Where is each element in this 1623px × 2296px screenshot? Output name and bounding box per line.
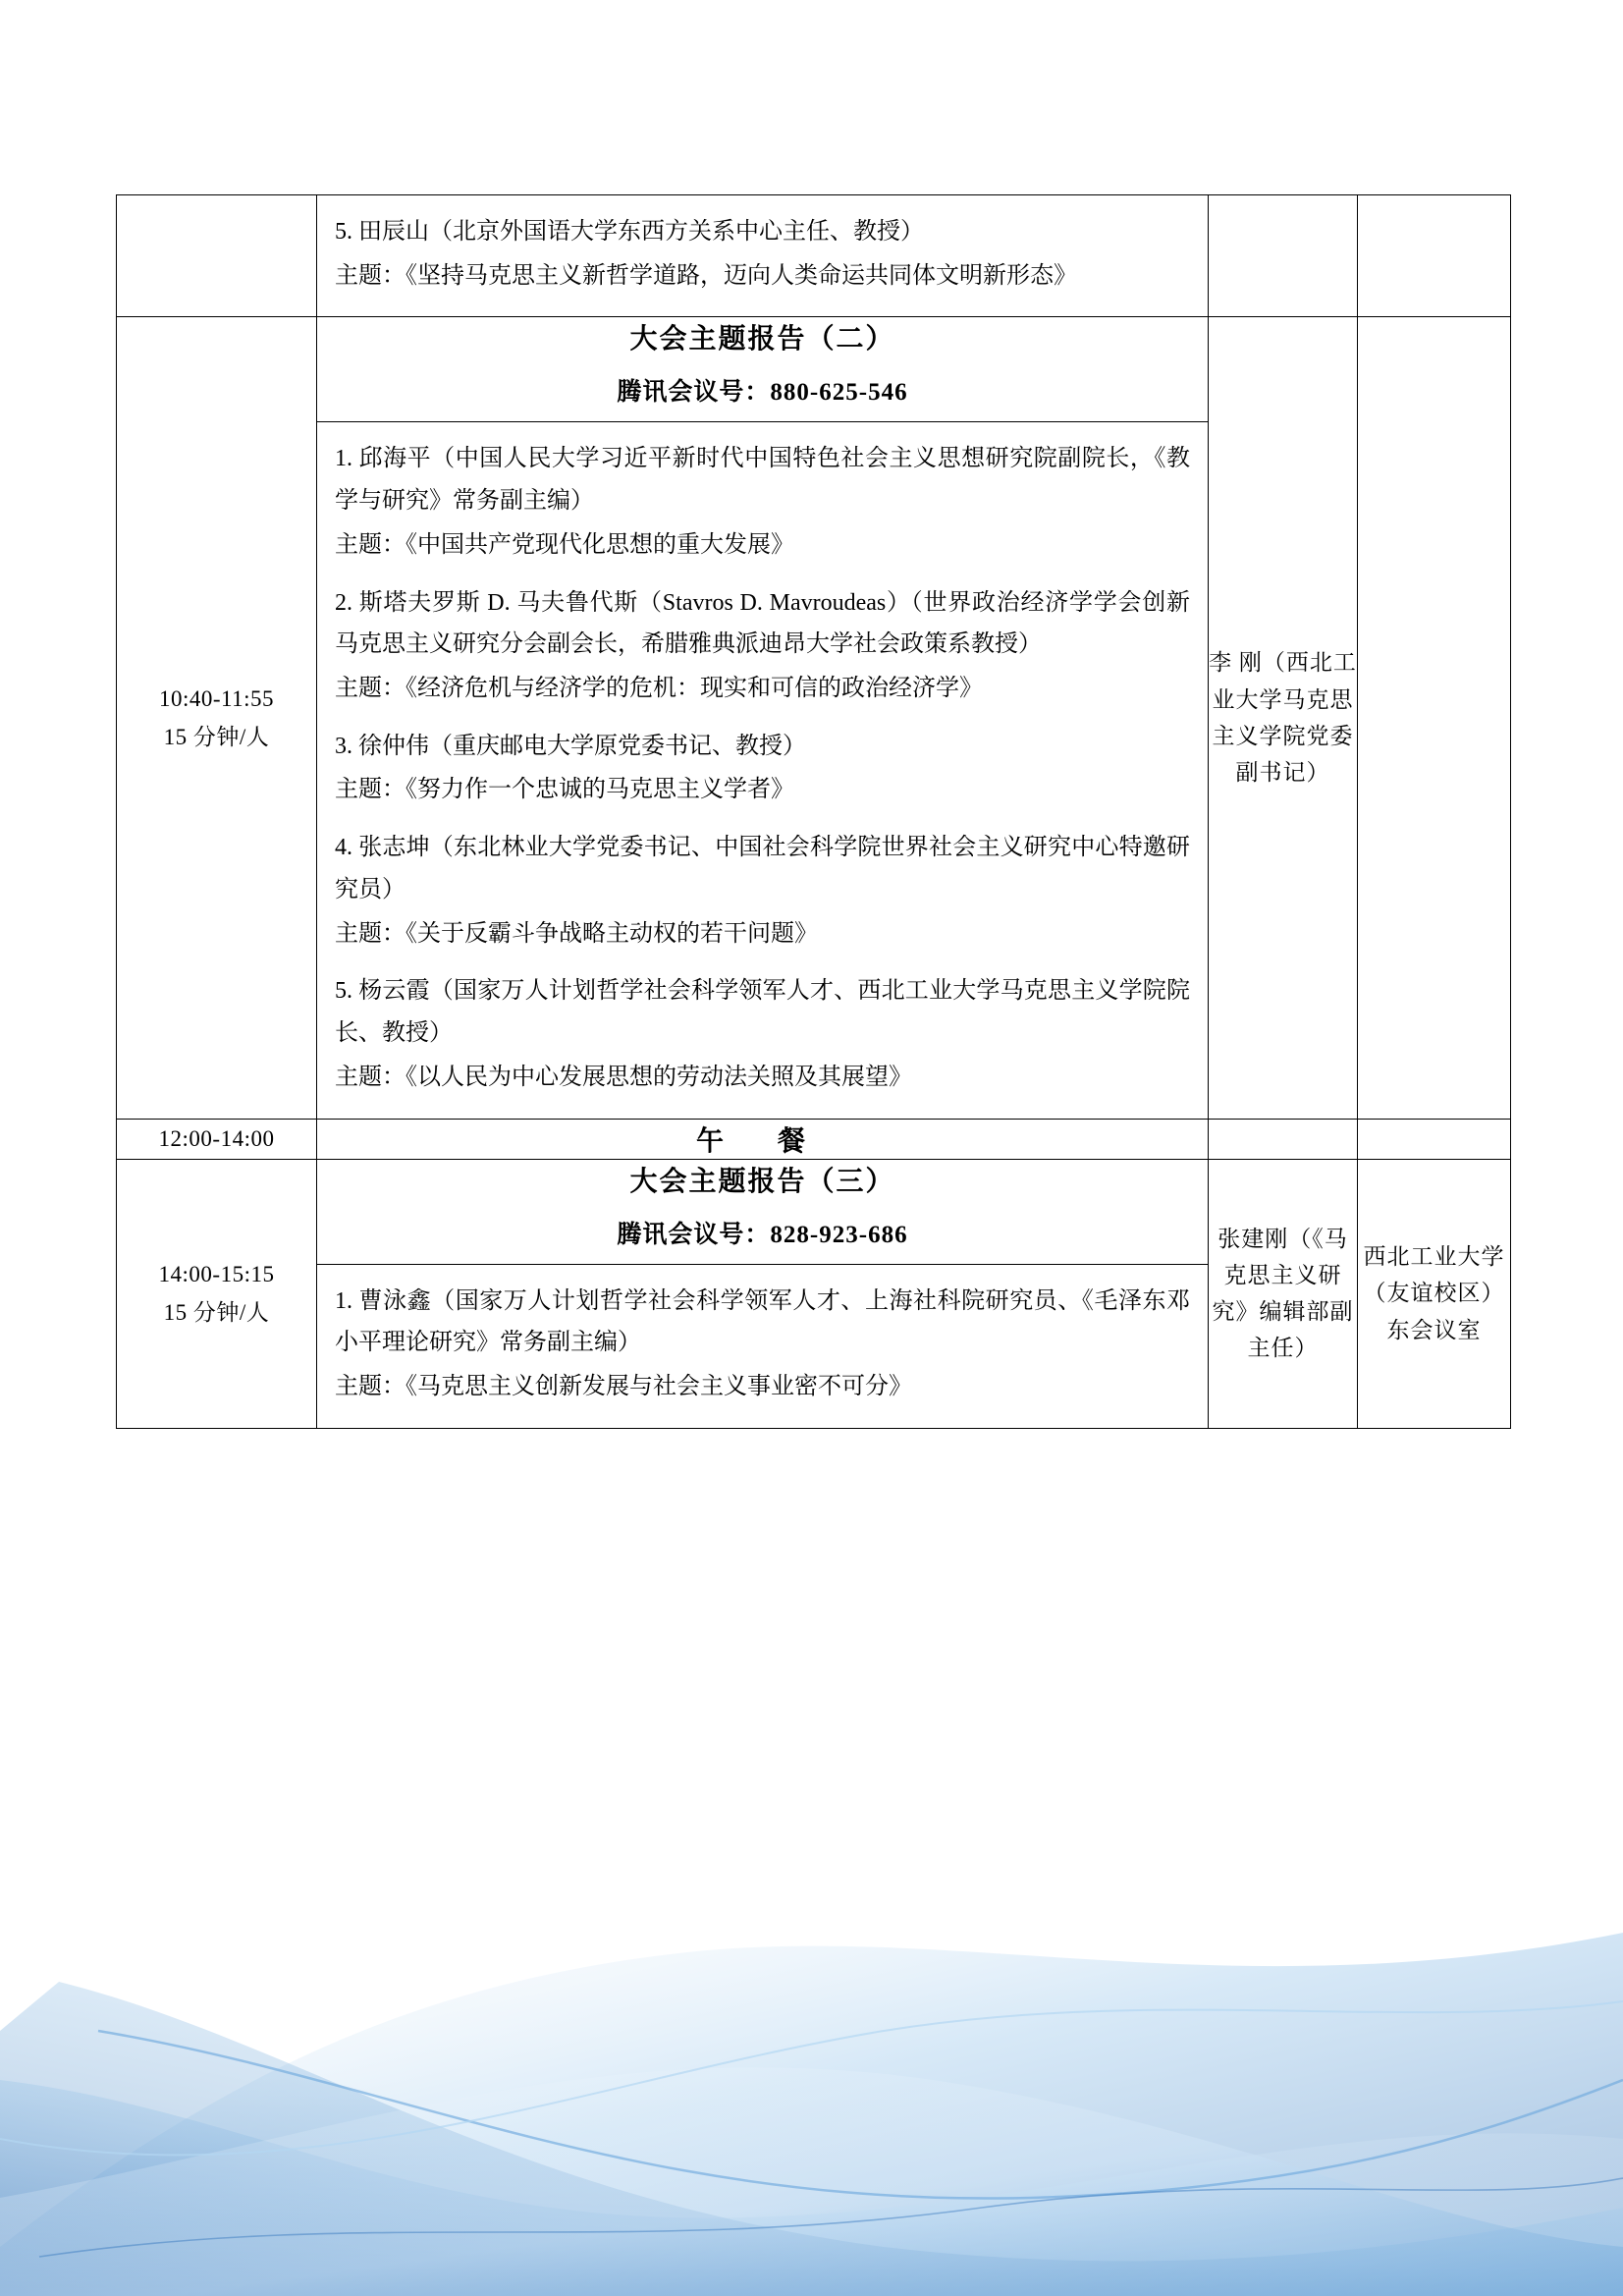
session-title: 大会主题报告（二）: [629, 324, 895, 355]
host-cell: [1209, 195, 1358, 317]
speaker-entry: 5. 杨云霞（国家万人计划哲学社会科学领军人才、西北工业大学马克思主义学院院长、教授）: [335, 978, 1190, 1047]
host-cell: 张建刚（《马克思主义研究》编辑部副主任）: [1209, 1159, 1358, 1428]
place-cell: [1358, 1119, 1511, 1159]
topic-entry: 主题：《经济危机与经济学的危机：现实和可信的政治经济学》: [335, 676, 983, 702]
place-cell: 西北工业大学（友谊校区）东会议室: [1358, 1159, 1511, 1428]
topic-entry: 主题：《关于反霸斗争战略主动权的若干问题》: [335, 920, 818, 947]
table-row: [117, 317, 1511, 422]
content-cell: [317, 1264, 1209, 1428]
topic-entry: 主题：《坚持马克思主义新哲学道路，迈向人类命运共同体文明新形态》: [335, 262, 1077, 289]
time-cell: [117, 1159, 317, 1428]
lunch-label: 午 餐: [317, 1119, 1209, 1159]
speaker-entry: 3. 徐仲伟（重庆邮电大学原党委书记、教授）: [335, 733, 806, 759]
speaker-entry: 5. 田辰山（北京外国语大学东西方关系中心主任、教授）: [335, 219, 924, 245]
host-cell: [1209, 1119, 1358, 1159]
speaker-entry: 2. 斯塔夫罗斯 D. 马夫鲁代斯（Stavros D. Mavroudeas）（世界政治经济学学会创新马克思主义研究分会副会长，希腊雅典派迪昂大学社会政策系教授）: [335, 589, 1190, 658]
host-cell: 李 刚（西北工业大学马克思主义学院党委副书记）: [1209, 317, 1358, 1119]
time-per-person: 15 分钟/人: [163, 1300, 270, 1326]
time-cell: [117, 317, 317, 1119]
speaker-entry: 1. 曹泳鑫（国家万人计划哲学社会科学领军人才、上海社科院研究员、《毛泽东邓小平理论研究》常务副主编）: [335, 1287, 1190, 1356]
topic-entry: 主题：《中国共产党现代化思想的重大发展》: [335, 531, 794, 558]
time-cell: [117, 195, 317, 317]
session-header-cell: [317, 317, 1209, 422]
content-cell: [317, 195, 1209, 317]
meeting-number: 腾讯会议号：880-625-546: [617, 379, 908, 407]
time-cell: 12:00-14:00: [117, 1119, 317, 1159]
place-cell: [1358, 317, 1511, 1119]
content-cell: [317, 422, 1209, 1119]
time-per-person: 15 分钟/人: [163, 724, 270, 749]
speaker-entry: 4. 张志坤（东北林业大学党委书记、中国社会科学院世界社会主义研究中心特邀研究员）: [335, 835, 1190, 902]
place-cell: [1358, 195, 1511, 317]
table-row: [117, 1119, 1511, 1159]
topic-entry: 主题：《努力作一个忠诚的马克思主义学者》: [335, 777, 794, 803]
meeting-number: 腾讯会议号：828-923-686: [617, 1221, 908, 1248]
schedule-table: [116, 194, 1511, 1429]
speaker-entry: 1. 邱海平（中国人民大学习近平新时代中国特色社会主义思想研究院副院长，《教学与研究》常务副主编）: [335, 446, 1190, 515]
table-row: [117, 1159, 1511, 1264]
session-header-cell: [317, 1159, 1209, 1264]
time-range: 14:00-15:15: [158, 1261, 275, 1286]
topic-entry: 主题：《以人民为中心发展思想的劳动法关照及其展望》: [335, 1064, 912, 1090]
session-title: 大会主题报告（三）: [629, 1166, 895, 1197]
topic-entry: 主题：《马克思主义创新发展与社会主义事业密不可分》: [335, 1373, 912, 1399]
table-row: [117, 195, 1511, 317]
time-range: 10:40-11:55: [158, 685, 275, 711]
